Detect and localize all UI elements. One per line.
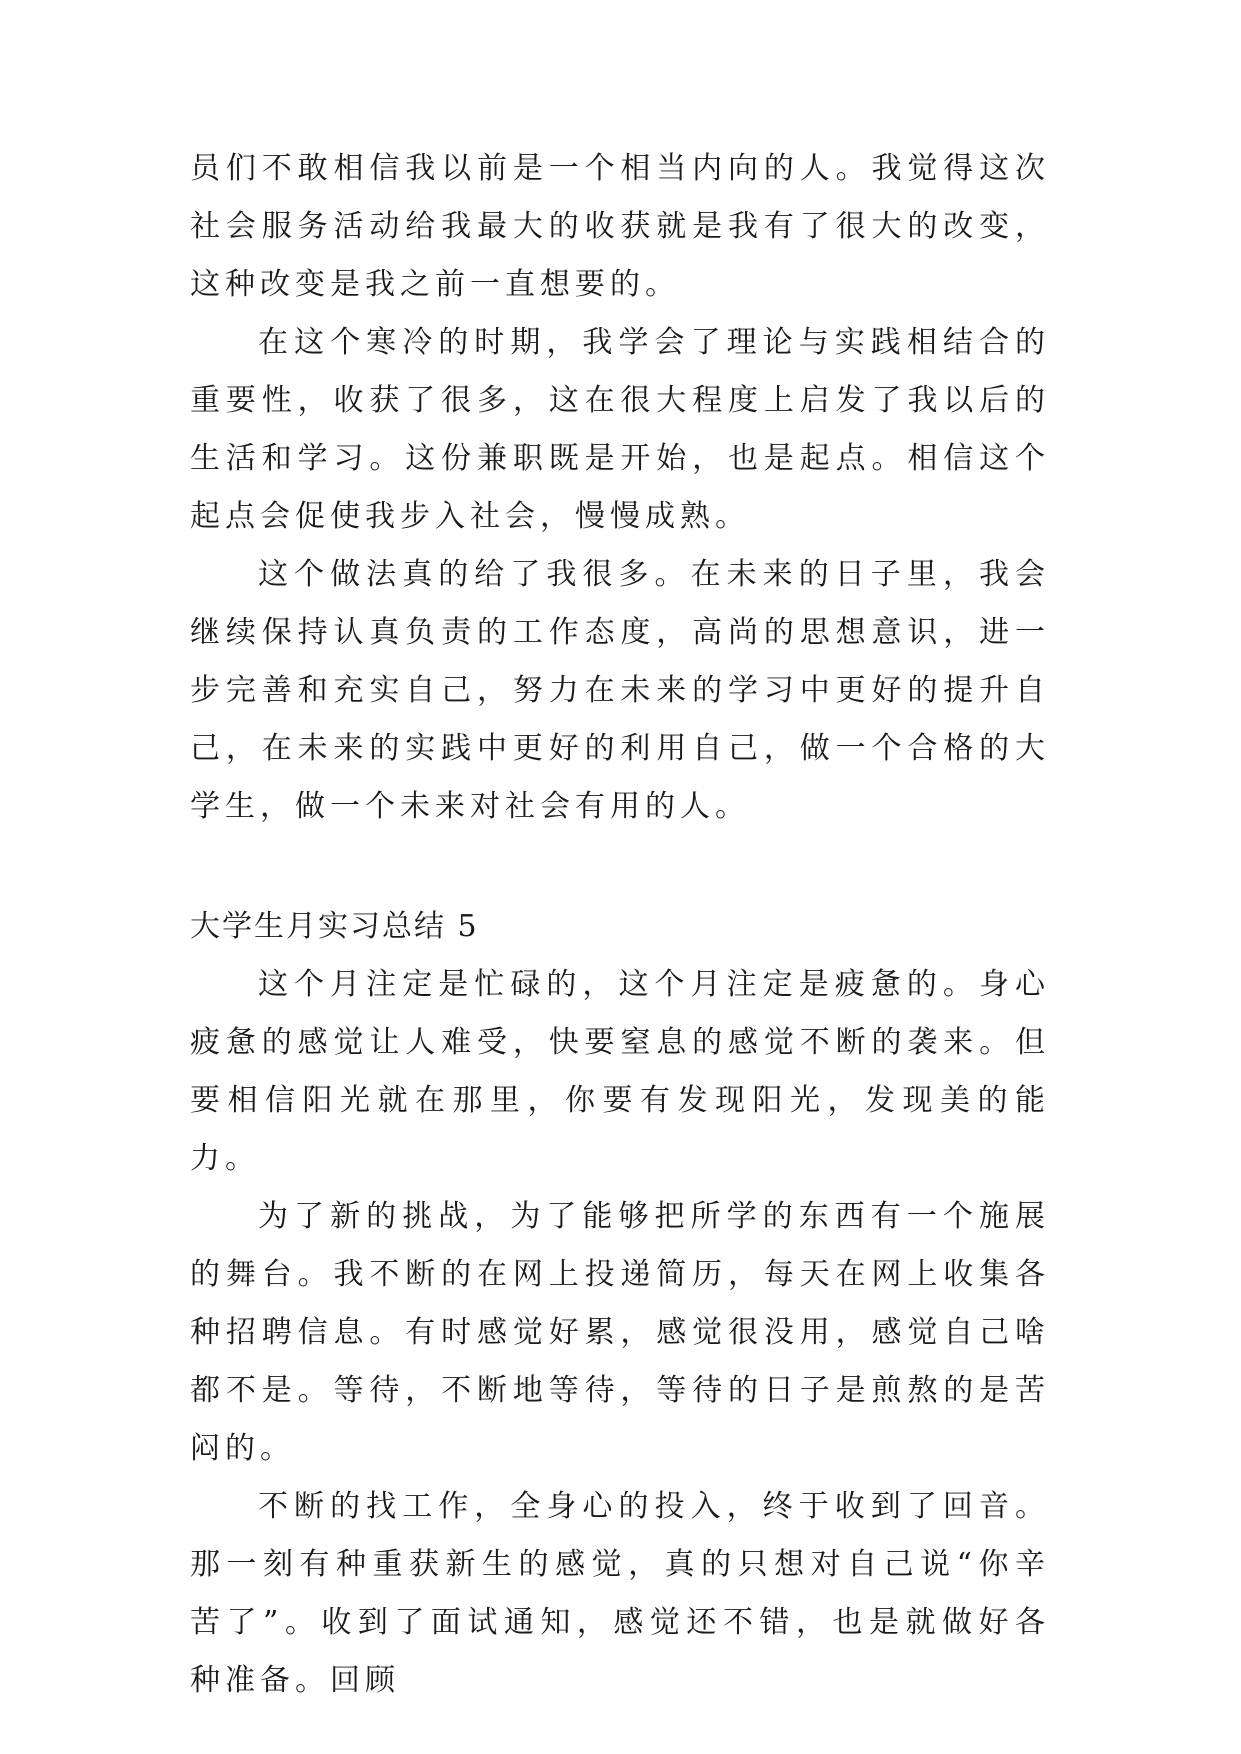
- paragraph: 不断的找工作，全身心的投入，终于收到了回音。那一刻有种重获新生的感觉，真的只想对自己说“你辛苦了”。收到了面试通知，感觉还不错，也是就做好各种准备。回顾: [190, 1489, 1050, 1698]
- paragraph: 为了新的挑战，为了能够把所学的东西有一个施展的舞台。我不断的在网上投递简历，每天在网上收集各种招聘信息。有时感觉好累，感觉很没用，感觉自己啥都不是。等待，不断地等待，等待的日子是煎熬的是苦闷的。: [190, 1199, 1050, 1466]
- section-title: 大学生月实习总结 5: [190, 909, 479, 944]
- paragraph-continuation: 员们不敢相信我以前是一个相当内向的人。我觉得这次社会服务活动给我最大的收获就是我有了很大的改变，这种改变是我之前一直想要的。: [190, 151, 1050, 302]
- paragraph: 这个月注定是忙碌的，这个月注定是疲惫的。身心疲惫的感觉让人难受，快要窒息的感觉不断的袭来。但要相信阳光就在那里，你要有发现阳光，发现美的能力。: [190, 967, 1050, 1176]
- paragraph: 这个做法真的给了我很多。在未来的日子里，我会继续保持认真负责的工作态度，高尚的思想意识，进一步完善和充实自己，努力在未来的学习中更好的提升自己，在未来的实践中更好的利用自己，做一个合格的大学生，做一个未来对社会有用的人。: [190, 557, 1050, 824]
- paragraph: 在这个寒冷的时期，我学会了理论与实践相结合的重要性，收获了很多，这在很大程度上启发了我以后的生活和学习。这份兼职既是开始，也是起点。相信这个起点会促使我步入社会，慢慢成熟。: [190, 325, 1050, 534]
- document-body: [190, 140, 1050, 1710]
